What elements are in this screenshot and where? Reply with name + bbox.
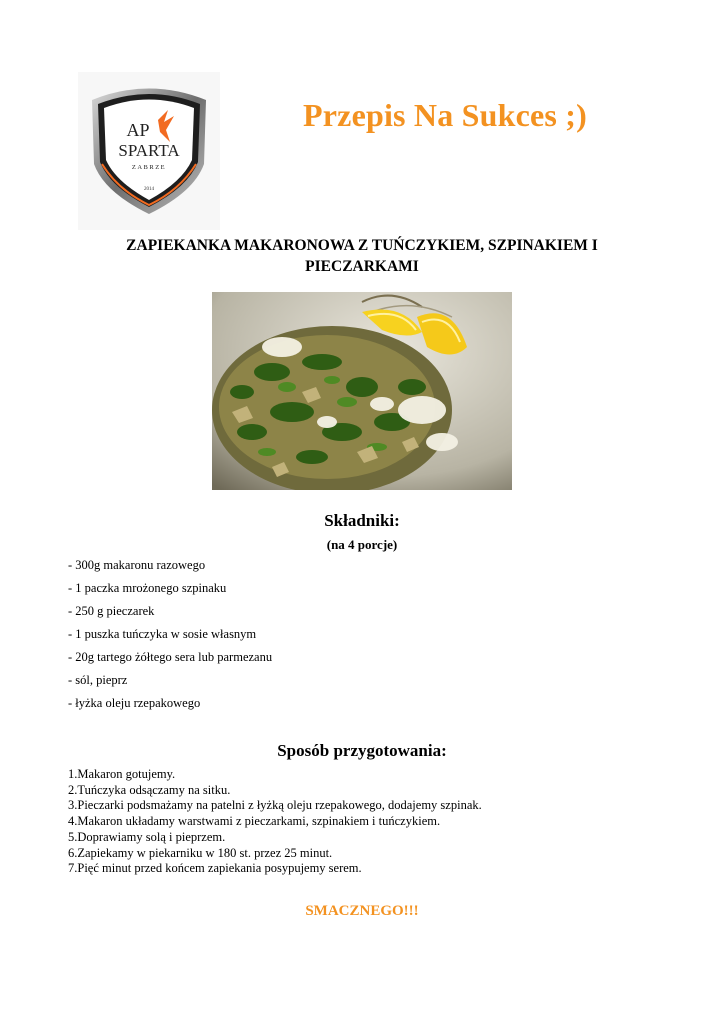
- step-item: 1.Makaron gotujemy.: [68, 767, 176, 781]
- closing-text: SMACZNEGO!!!: [305, 903, 419, 919]
- step-item: 4.Makaron układamy warstwami z pieczarkami, szpinakiem i tuńczykiem.: [68, 814, 441, 829]
- step-item: 6.Zapiekamy w piekarniku w 180 st. przez 25 minut.: [68, 845, 333, 860]
- step-item: 2.Tuńczyka odsączamy na sitku.: [68, 782, 231, 797]
- recipe-title-line2: PIECZARKAMI: [305, 258, 419, 275]
- dish-photo: [212, 292, 512, 490]
- recipe-title: [95, 235, 629, 277]
- servings-label: (na 4 porcje): [326, 537, 398, 552]
- logo-text-year: 2014: [144, 187, 154, 192]
- recipe-title-line1: ZAPIEKANKA MAKARONOWA Z TUŃCZYKIEM, SZPINAKIEM I: [126, 237, 598, 254]
- preparation-heading: Sposób przygotowania:: [277, 741, 447, 760]
- ingredients-list: [68, 558, 272, 719]
- ingredient-item: - 300g makaronu razowego: [68, 558, 206, 572]
- ingredient-item: - 20g tartego żółtego sera lub parmezanu: [68, 650, 273, 664]
- ingredient-item: - 250 g pieczarek: [68, 604, 155, 618]
- ingredient-item: - 1 paczka mrożonego szpinaku: [68, 581, 227, 595]
- ingredients-heading: Składniki:: [324, 511, 400, 530]
- ap-sparta-logo: [78, 72, 220, 230]
- logo-text-sparta: SPARTA: [118, 141, 180, 160]
- step-item: 7.Pięć minut przed końcem zapiekania posypujemy serem.: [68, 861, 362, 876]
- step-item: 3.Pieczarki podsmażamy na patelni z łyżką oleju rzepakowego, dodajemy szpinak.: [68, 798, 482, 813]
- ingredient-item: - 1 puszka tuńczyka w sosie własnym: [68, 627, 257, 641]
- logo-text-ap: AP: [126, 120, 150, 140]
- ingredient-item: - łyżka oleju rzepakowego: [68, 696, 201, 710]
- preparation-steps: [68, 767, 482, 877]
- ingredient-item: - sól, pieprz: [68, 673, 128, 687]
- logo-text-zabrze: ZABRZE: [131, 164, 167, 171]
- step-item: 5.Doprawiamy solą i pieprzem.: [68, 829, 226, 844]
- page-title: Przepis Na Sukces ;): [303, 97, 587, 133]
